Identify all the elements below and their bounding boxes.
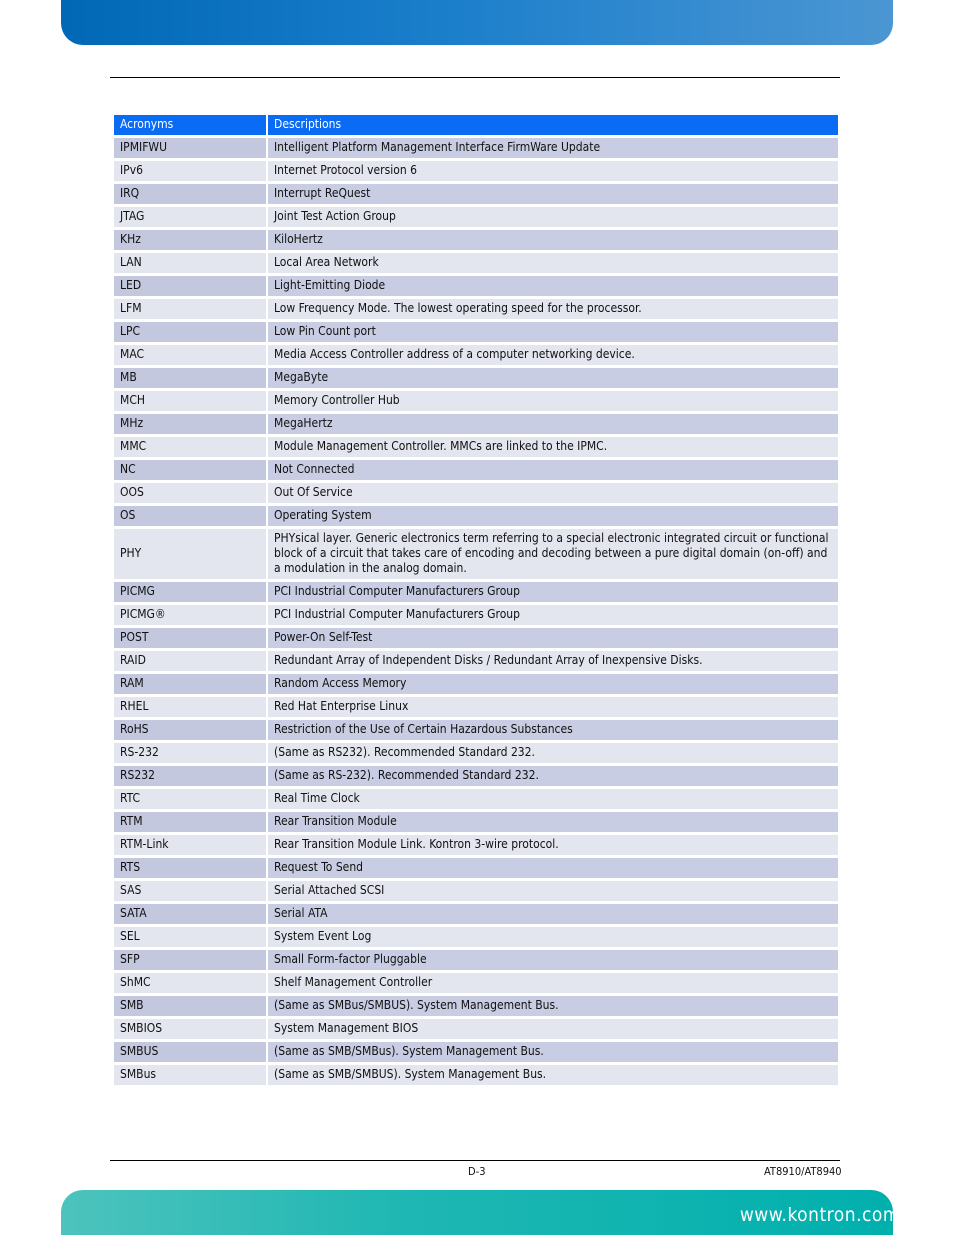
table-row	[114, 138, 838, 158]
description-cell: Low Frequency Mode. The lowest operating speed for the processor.	[268, 299, 838, 319]
column-header-acronyms: Acronyms	[114, 115, 266, 135]
acronym-cell: JTAG	[114, 207, 266, 227]
acronym-cell: LFM	[114, 299, 266, 319]
product-model: AT8910/AT8940	[764, 1165, 842, 1178]
acronym-cell: MHz	[114, 414, 266, 434]
acronym-cell: SFP	[114, 950, 266, 970]
acronym-cell: PICMG®	[114, 605, 266, 625]
acronym-cell: MAC	[114, 345, 266, 365]
acronym-cell: RS232	[114, 766, 266, 786]
description-cell: Local Area Network	[268, 253, 838, 273]
description-cell: MegaByte	[268, 368, 838, 388]
table-row	[114, 483, 838, 503]
description-cell: Not Connected	[268, 460, 838, 480]
description-cell: System Event Log	[268, 927, 838, 947]
acronym-cell: KHz	[114, 230, 266, 250]
table-body	[114, 138, 838, 1085]
footer-rule	[110, 1160, 840, 1161]
table-row	[114, 1042, 838, 1062]
acronym-cell: IPMIFWU	[114, 138, 266, 158]
description-cell: Shelf Management Controller	[268, 973, 838, 993]
table-row	[114, 743, 838, 763]
table-row	[114, 299, 838, 319]
acronym-cell: NC	[114, 460, 266, 480]
column-header-descriptions: Descriptions	[268, 115, 838, 135]
description-cell: (Same as SMB/SMBus). System Management Bus.	[268, 1042, 838, 1062]
table-row	[114, 628, 838, 648]
table-row	[114, 697, 838, 717]
description-cell: Module Management Controller. MMCs are linked to the IPMC.	[268, 437, 838, 457]
description-cell: Random Access Memory	[268, 674, 838, 694]
acronym-cell: SMBUS	[114, 1042, 266, 1062]
acronym-cell: OS	[114, 506, 266, 526]
table-row	[114, 927, 838, 947]
description-cell: System Management BIOS	[268, 1019, 838, 1039]
acronym-cell: ShMC	[114, 973, 266, 993]
table-row	[114, 529, 838, 579]
table-row	[114, 345, 838, 365]
description-cell: Interrupt ReQuest	[268, 184, 838, 204]
description-cell: Redundant Array of Independent Disks / Redundant Array of Inexpensive Disks.	[268, 651, 838, 671]
description-cell: Small Form-factor Pluggable	[268, 950, 838, 970]
acronym-cell: RHEL	[114, 697, 266, 717]
description-cell: (Same as SMB/SMBUS). System Management Bus.	[268, 1065, 838, 1085]
table-row	[114, 506, 838, 526]
description-cell: Serial Attached SCSI	[268, 881, 838, 901]
acronym-cell: PHY	[114, 529, 266, 579]
description-cell: Light-Emitting Diode	[268, 276, 838, 296]
acronym-cell: OOS	[114, 483, 266, 503]
description-cell: PCI Industrial Computer Manufacturers Group	[268, 605, 838, 625]
acronym-cell: RS-232	[114, 743, 266, 763]
acronym-cell: LAN	[114, 253, 266, 273]
table-row	[114, 789, 838, 809]
table-row	[114, 766, 838, 786]
table-header-row	[114, 115, 838, 135]
acronym-cell: LPC	[114, 322, 266, 342]
acronym-cell: PICMG	[114, 582, 266, 602]
table-row	[114, 276, 838, 296]
description-cell: PCI Industrial Computer Manufacturers Group	[268, 582, 838, 602]
page-number: D-3	[468, 1165, 486, 1178]
table-row	[114, 881, 838, 901]
acronym-cell: RoHS	[114, 720, 266, 740]
table-row	[114, 184, 838, 204]
table-row	[114, 414, 838, 434]
acronym-cell: MB	[114, 368, 266, 388]
table-row	[114, 437, 838, 457]
description-cell: Request To Send	[268, 858, 838, 878]
description-cell: Serial ATA	[268, 904, 838, 924]
table-row	[114, 322, 838, 342]
acronym-cell: POST	[114, 628, 266, 648]
acronym-cell: MCH	[114, 391, 266, 411]
table-row	[114, 230, 838, 250]
acronym-cell: RTS	[114, 858, 266, 878]
description-cell: PHYsical layer. Generic electronics term referring to a special electronic integrated circuit or functional block of a circuit that takes care of encoding and decoding between a pure digital domain (on-off) and a modulation in the analog domain.	[268, 529, 838, 579]
acronym-cell: RAM	[114, 674, 266, 694]
description-cell: Internet Protocol version 6	[268, 161, 838, 181]
description-cell: Intelligent Platform Management Interface FirmWare Update	[268, 138, 838, 158]
description-cell: MegaHertz	[268, 414, 838, 434]
description-cell: Rear Transition Module	[268, 812, 838, 832]
acronym-cell: LED	[114, 276, 266, 296]
table-row	[114, 207, 838, 227]
acronym-cell: RTC	[114, 789, 266, 809]
table-row	[114, 1019, 838, 1039]
acronym-cell: IPv6	[114, 161, 266, 181]
description-cell: Media Access Controller address of a computer networking device.	[268, 345, 838, 365]
table-row	[114, 368, 838, 388]
description-cell: (Same as RS-232). Recommended Standard 232.	[268, 766, 838, 786]
acronym-cell: SEL	[114, 927, 266, 947]
acronym-cell: SMB	[114, 996, 266, 1016]
description-cell: Low Pin Count port	[268, 322, 838, 342]
header-rule	[110, 77, 840, 78]
description-cell: (Same as RS232). Recommended Standard 232.	[268, 743, 838, 763]
table-row	[114, 973, 838, 993]
description-cell: Memory Controller Hub	[268, 391, 838, 411]
description-cell: Red Hat Enterprise Linux	[268, 697, 838, 717]
acronym-cell: RTM-Link	[114, 835, 266, 855]
table-row	[114, 1065, 838, 1085]
acronym-cell: IRQ	[114, 184, 266, 204]
acronym-cell: SMBIOS	[114, 1019, 266, 1039]
table-row	[114, 812, 838, 832]
acronym-cell: RTM	[114, 812, 266, 832]
header-band	[61, 0, 893, 45]
table-row	[114, 950, 838, 970]
table-row	[114, 460, 838, 480]
acronym-cell: RAID	[114, 651, 266, 671]
description-cell: Real Time Clock	[268, 789, 838, 809]
acronyms-table	[112, 112, 840, 1088]
table-row	[114, 996, 838, 1016]
description-cell: Power-On Self-Test	[268, 628, 838, 648]
table-row	[114, 651, 838, 671]
table-row	[114, 582, 838, 602]
description-cell: Restriction of the Use of Certain Hazardous Substances	[268, 720, 838, 740]
acronym-cell: SAS	[114, 881, 266, 901]
table-row	[114, 720, 838, 740]
description-cell: (Same as SMBus/SMBUS). System Management Bus.	[268, 996, 838, 1016]
description-cell: KiloHertz	[268, 230, 838, 250]
table-row	[114, 605, 838, 625]
description-cell: Operating System	[268, 506, 838, 526]
description-cell: Rear Transition Module Link. Kontron 3-wire protocol.	[268, 835, 838, 855]
acronym-cell: MMC	[114, 437, 266, 457]
acronym-cell: SATA	[114, 904, 266, 924]
table-row	[114, 674, 838, 694]
table-row	[114, 835, 838, 855]
table-row	[114, 391, 838, 411]
website-url: www.kontron.com	[739, 1204, 900, 1226]
description-cell: Out Of Service	[268, 483, 838, 503]
table-row	[114, 253, 838, 273]
acronym-cell: SMBus	[114, 1065, 266, 1085]
table-row	[114, 858, 838, 878]
table-row	[114, 161, 838, 181]
table-row	[114, 904, 838, 924]
description-cell: Joint Test Action Group	[268, 207, 838, 227]
